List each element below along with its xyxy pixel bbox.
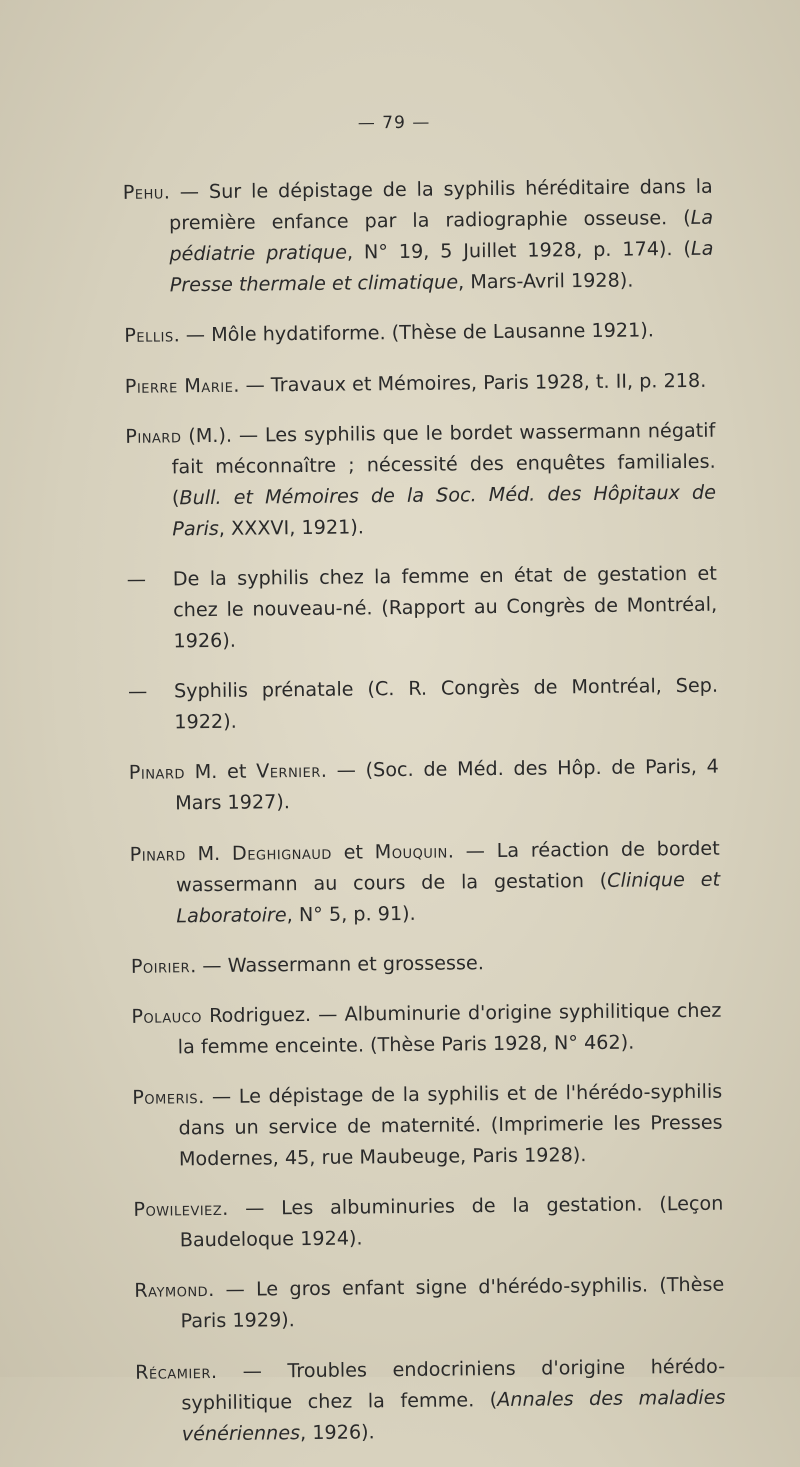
entry-text: Albuminurie d'origine syphilitique chez la femme enceinte. (Thèse Paris 1928, N° 462). — [177, 998, 722, 1059]
entry-text: Wassermann et grossesse. — [227, 950, 484, 977]
entry-text: , Mars-Avril 1928). — [457, 268, 634, 294]
entry-author: Pinard — [128, 760, 186, 785]
entry-text: Môle hydatiforme. (Thèse de Lausanne 1921). — [211, 318, 654, 347]
entry-author: Mouquin — [374, 839, 448, 863]
bibliography-entry — [129, 751, 720, 819]
entry-text: La réaction de bordet wassermann au cours de la gestation ( — [175, 836, 720, 896]
bibliography-entry — [135, 1350, 726, 1449]
entry-author: Pomeris — [132, 1085, 199, 1109]
bibliography-entry — [127, 558, 718, 657]
entry-author: Pierre Marie — [124, 373, 234, 398]
bibliography-entry — [132, 1076, 723, 1175]
entry-text: Les syphilis que le bordet wassermann négatif fait méconnaître ; nécessité des enquêtes familiales. ( — [171, 418, 716, 510]
entry-separator: . — — [304, 1002, 345, 1026]
entry-journal: La pédiatrie pratique — [169, 205, 714, 266]
bibliography-entry — [131, 995, 722, 1063]
entry-separator: . — — [447, 838, 497, 863]
entry-text: , N° 19, 5 Juillet 1928, p. 174). ( — [346, 237, 692, 264]
bibliography-entry — [133, 1188, 724, 1256]
bibliography-entry — [124, 314, 714, 351]
bibliography-entry — [128, 670, 719, 738]
entry-text: et — [331, 839, 375, 864]
entry-author: Polauco — [131, 1003, 203, 1028]
entry-text: Travaux et Mémoires, Paris 1928, t. II, p. 218. — [270, 368, 707, 396]
entry-author: Récamier — [135, 1359, 212, 1384]
entry-text: , N° 5, p. 91). — [286, 901, 416, 926]
entry-separator: . — — [190, 953, 228, 977]
entry-separator: . — — [208, 1277, 257, 1302]
entry-text: Le gros enfant signe d'hérédo-syphilis. (Thèse Paris 1929). — [180, 1273, 725, 1333]
bibliography-entry — [134, 1269, 725, 1337]
bibliography-entry — [131, 944, 721, 981]
entry-text: Le dépistage de la syphilis et de l'hérédo-syphilis dans un service de maternité. (Imprimerie les Presses Modernes, 45, rue Maubeuge, Paris 1928). — [178, 1079, 723, 1171]
entry-text: (Soc. de Méd. des Hôp. de Paris, 4 Mars 1927). — [175, 754, 719, 815]
entry-author: Pinard — [125, 424, 182, 448]
entry-text: Les albuminuries de la gestation. (Leçon Baudeloque 1924). — [179, 1191, 724, 1252]
entry-separator: . — — [225, 423, 266, 447]
entry-journal: La Presse thermale et climatique — [169, 236, 714, 297]
entry-author: Deghignaud — [231, 840, 332, 865]
entry-author: Powileviez — [133, 1197, 223, 1222]
entry-text: Sur le dépistage de la syphilis héréditaire dans la première enfance par la radiographie osseuse. ( — [168, 174, 713, 235]
entry-author: Poirier — [130, 953, 191, 978]
entry-author: Pehu — [122, 180, 164, 205]
bibliography-entry — [130, 832, 721, 931]
entry-separator: . — — [233, 372, 271, 397]
entry-text: De la syphilis chez la femme en état de gestation et chez le nouveau-né. (Rapport au Congrès de Montréal, 1926). — [172, 561, 718, 653]
entry-separator: . — — [210, 1358, 288, 1383]
bibliography-entry — [123, 171, 714, 301]
entry-text: Syphilis prénatale (C. R. Congrès de Montréal, Sep. 1922). — [173, 673, 719, 734]
bibliography-list — [122, 152, 726, 1466]
ditto-dash: — — [127, 679, 148, 703]
entry-text: M. et — [184, 759, 257, 784]
bibliography-entry — [125, 414, 716, 544]
entry-text: Troubles endocriniens d'origine hérédo-syphilitique chez la femme. ( — [181, 1354, 726, 1414]
page-number: — 79 — — [357, 112, 431, 134]
entry-separator: . — — [173, 323, 212, 347]
entry-journal: Annales des maladies vénériennes — [181, 1385, 726, 1445]
entry-author: Raymond — [134, 1278, 209, 1303]
entry-separator: . — — [163, 180, 210, 204]
bibliography-entry — [125, 364, 715, 401]
entry-journal: Clinique et Laboratoire — [176, 867, 721, 927]
entry-separator: . — — [320, 758, 366, 783]
entry-text: M. — [185, 841, 233, 865]
entry-text: , XXXVI, 1921). — [218, 515, 365, 540]
entry-text: , 1926). — [299, 1419, 375, 1444]
entry-text: Rodriguez — [201, 1002, 306, 1027]
entry-author: Pellis — [124, 323, 174, 348]
entry-author: Pinard — [129, 841, 186, 866]
ditto-dash: — — [126, 567, 147, 591]
entry-author-initial: (M.) — [181, 423, 227, 448]
entry-author: Vernier — [256, 759, 321, 783]
entry-journal: Bull. et Mémoires de la Soc. Méd. des Hôpitaux de Paris — [172, 480, 717, 541]
entry-separator: . — — [198, 1084, 239, 1109]
entry-separator: . — — [222, 1196, 282, 1221]
